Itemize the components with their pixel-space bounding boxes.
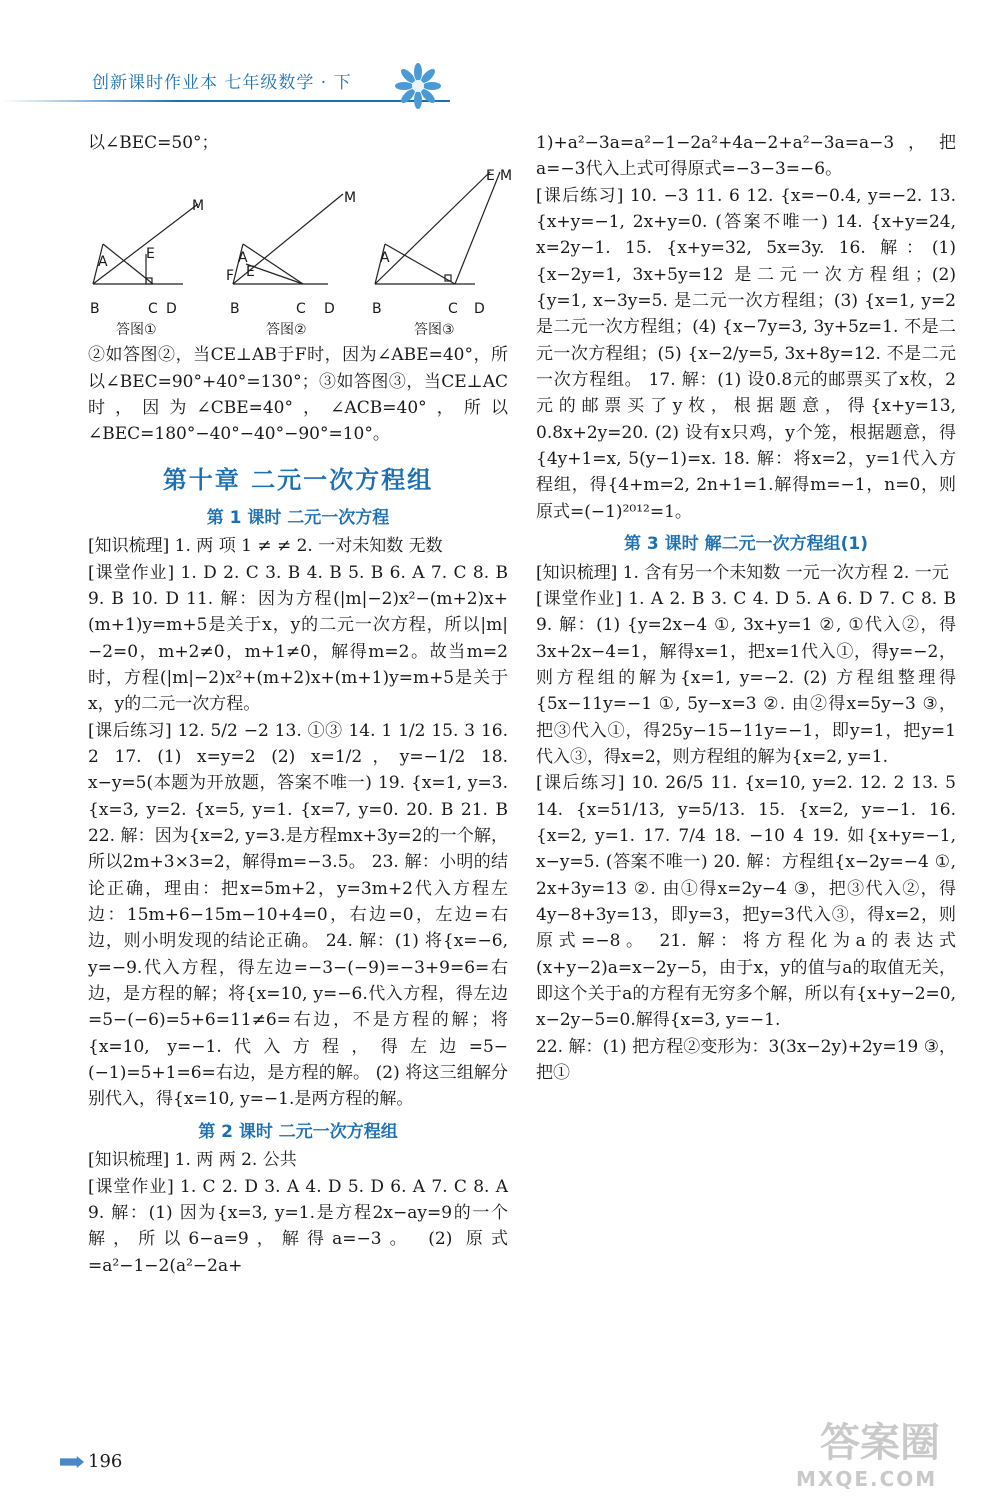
sec1-classwork: [课堂作业] 1. D 2. C 3. B 4. B 5. B 6. A 7. C 8. B 9. B 10. D 11. 解：因为方程(|m|−2)x²−(m+2)x+(m+1)y=m+5是关于x，y的二元一次方程，所以|m|−2=0，m+2≠0，m+1≠0，解得m=2。故当m=2时，方程(|m|−2)x²+(m+2)x+(m+1)y=m+5是关于x，y的二元一次方程。 — [88, 562, 508, 715]
figure-caption-1: 答图① — [116, 322, 157, 339]
watermark — [776, 1412, 996, 1492]
sec3-last-line: 22. 解：(1) 把方程②变形为：3(3x−2y)+2y=19 ③，把① — [536, 1036, 956, 1084]
sec2-homework: [课后练习] 10. −3 11. 6 12. {x=−0.4, y=−2. 13. {x+y=−1, 2x+y=0. (答案不唯一) 14. {x+y=24, x=2y−1. 15. {x+y=32, 5x=3y. 16. 解：(1) {x−2y=1, 3x+5y=12 是二元一次方程组；(2) {y=1, x−3y=5. 是二元一次方程组；(3) {x=1, y=2 是二元一次方程组；(4) {x−7y=3, 3y+5z=1. 不是二元一次方程组；(5) {x−2/y=5, 3x+8y=12. 不是二元一次方程组。 17. 解：(1) 设0.8元的邮票买了x枚，2元的邮票买了y枚，根据题意，得{x+y=13, 0.8x+2y=20. (2) 设有x只鸡，y个笼，根据题意，得{4y+1=x, 5(y−1)=x. 18. 解：将x=2，y=1代入方程组，得{4+m=2, 2n+1=1.解得m=−1，n=0，则原式=(−1)²⁰¹²=1。 — [536, 185, 956, 522]
right-column — [536, 130, 956, 1086]
sec1-homework: [课后练习] 12. 5/2 −2 13. ①③ 14. 1 1/2 15. 3 16. 2 17. (1) x=y=2 (2) x=1/2，y=−1/2 18. x−y=5(本题为开放题，答案不唯一) 19. {x=1, y=3. {x=3, y=2. {x=5, y=1. {x=7, y=0. 20. B 21. B 22. 解：因为{x=2, y=3.是方程mx+3y=2的一个解，所以2m+3×3=2，解得m=−3.5。 23. 解：小明的结论正确，理由：把x=5m+2，y=3m+2代入方程左边：15m+6−15m−10+4=0，右边=0，左边=右边，则小明发现的结论正确。 24. 解：(1) 将{x=−6, y=−9.代入方程，得左边=−3−(−9)=−3+9=6=右边，是方程的解；将{x=10, y=−6.代入方程，得左边=5−(−6)=5+6=11≠6=右边，不是方程的解；将{x=10, y=−1.代入方程，得左边=5−(−1)=5+1=6=右边，是方程的解。 (2) 将这三组解分别代入，得{x=10, y=−1.是两方程的解。 — [88, 720, 508, 1110]
answer-figures: B C D A E M B C D A F E M B C D A E M 答图① 答图② 答图③ — [88, 164, 508, 336]
left-column — [88, 130, 513, 1279]
intro-line: 以∠BEC=50°； — [88, 133, 219, 153]
sec3-homework: [课后练习] 10. 26/5 11. {x=10, y=2. 12. 2 13. 5 14. {x=51/13, y=5/13. 15. {x=2, y=−1. 16. {x=2, y=1. 17. 7/4 18. −10 4 19. 如{x+y=−1, x−y=5. (答案不唯一) 20. 解：方程组{x−2y=−4 ①, 2x+3y=13 ②. 由①得x=2y−4 ③，把③代入②，得4y−8+3y=13，即y=3，把y=3代入③，得x=2，则原式=−8。 21. 解：将方程化为a的表达式(x+y−2)a=x−2y−5，由于x，y的值与a的取值无关，即这个关于a的方程有无穷多个解，所以有{x+y−2=0, x−2y−5=0.解得{x=3, y=−1. — [536, 773, 956, 1031]
answer-figure-1 — [88, 164, 223, 314]
header-title: 创新课时作业本 七年级数学 · 下 — [92, 73, 352, 93]
geometry-explanation: ②如答图②，当CE⊥AB于F时，因为∠ABE=40°，所以∠BEC=90°+40°=130°；③如答图③，当CE⊥AC时，因为∠CBE=40°，∠ACB=40°，所以∠BEC=180°−40°−40°−90°=10°。 — [88, 345, 508, 445]
sec2-continued: 1)+a²−3a=a²−1−2a²+4a−2+a²−3a=a−3，把a=−3代入上式可得原式=−3−3=−6。 — [536, 133, 956, 180]
answer-figure-2 — [228, 164, 363, 314]
section-2-title: 第 2 课时 二元一次方程组 — [198, 1121, 398, 1142]
page-arrow-icon — [60, 1456, 84, 1468]
flower-icon — [394, 62, 442, 110]
section-3-title: 第 3 课时 解二元一次方程组(1) — [624, 534, 868, 555]
sec3-knowledge: [知识梳理] 1. 含有另一个未知数 一元一次方程 2. 一元 — [536, 562, 949, 583]
sec1-knowledge: [知识梳理] 1. 两 项 1 ≠ ≠ 2. 一对未知数 无数 — [88, 536, 443, 557]
section-1-title: 第 1 课时 二元一次方程 — [206, 507, 390, 528]
watermark-url: MXQE.COM — [796, 1467, 938, 1491]
header-rule — [0, 100, 450, 102]
figure-caption-3: 答图③ — [414, 322, 455, 339]
sec2-classwork: [课堂作业] 1. C 2. D 3. A 4. D 5. D 6. A 7. C 8. A 9. 解：(1) 因为{x=3, y=1.是方程2x−ay=9的一个解，所以6−a=9，解得a=−3。 (2) 原式=a²−1−2(a²−2a+ — [88, 1176, 508, 1276]
figure-caption-2: 答图② — [266, 322, 307, 339]
sec3-classwork: [课堂作业] 1. A 2. B 3. C 4. D 5. A 6. D 7. C 8. B 9. 解：(1) {y=2x−4 ①, 3x+y=1 ②, ①代入②，得3x+2x−4=1，解得x=1，把x=1代入①，得y=−2，则方程组的解为{x=1, y=−2. (2) 方程组整理得{5x−11y=−1 ①, 5y−x=3 ②. 由②得x=5y−3 ③，把③代入①，得25y−15−11y=−1，即y=1，把y=1代入③，得x=2，则方程组的解为{x=2, y=1. — [536, 588, 956, 767]
sec2-knowledge: [知识梳理] 1. 两 两 2. 公共 — [88, 1150, 297, 1171]
watermark-logo-text: 答案圈 — [820, 1420, 940, 1466]
chapter-title: 第十章 二元一次方程组 — [162, 465, 434, 494]
page-number: 196 — [88, 1451, 123, 1472]
